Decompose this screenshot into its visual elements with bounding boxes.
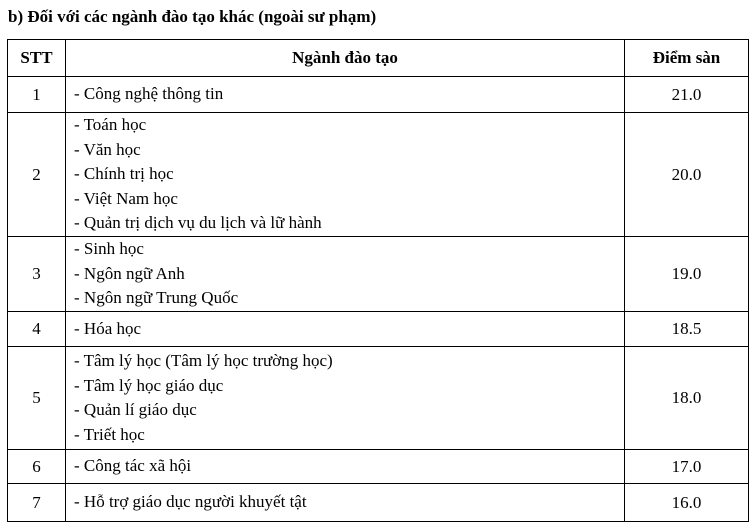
row-majors <box>66 77 625 113</box>
row-majors <box>66 237 625 312</box>
table-row <box>8 347 749 450</box>
row-majors <box>66 113 625 237</box>
major-item: - Quản trị dịch vụ du lịch và lữ hành <box>74 213 322 233</box>
major-item: - Hóa học <box>74 318 142 338</box>
row-stt: 2 <box>8 113 66 237</box>
row-score: 16.0 <box>625 484 749 522</box>
row-stt: 3 <box>8 237 66 312</box>
major-item: - Hỗ trợ giáo dục người khuyết tật <box>74 492 307 512</box>
table-row <box>8 450 749 484</box>
major-item: - Tâm lý học (Tâm lý học trường học) <box>74 351 333 370</box>
major-item: - Triết học <box>74 424 145 444</box>
major-item: - Quản lí giáo dục <box>74 400 197 419</box>
header-score: Điểm sàn <box>625 40 749 77</box>
row-score: 18.0 <box>625 347 749 450</box>
row-majors <box>66 347 625 450</box>
row-score: 18.5 <box>625 312 749 347</box>
table-row <box>8 113 749 237</box>
major-item: - Tâm lý học giáo dục <box>74 375 224 395</box>
major-item: - Văn học <box>74 139 141 159</box>
table-row <box>8 312 749 347</box>
row-stt: 4 <box>8 312 66 347</box>
table-row <box>8 77 749 113</box>
header-stt: STT <box>8 40 66 77</box>
table-row <box>8 237 749 312</box>
row-score: 19.0 <box>625 237 749 312</box>
major-item: - Việt Nam học <box>74 188 178 208</box>
major-item: - Công tác xã hội <box>74 456 192 476</box>
major-item: - Công nghệ thông tin <box>74 84 224 104</box>
header-major: Ngành đào tạo <box>66 40 625 77</box>
row-majors <box>66 450 625 484</box>
section-heading: b) Đối với các ngành đào tạo khác (ngoài sư phạm) <box>8 7 377 26</box>
row-stt: 6 <box>8 450 66 484</box>
row-majors <box>66 312 625 347</box>
table-row <box>8 484 749 522</box>
major-item: - Toán học <box>74 115 147 135</box>
major-item: - Chính trị học <box>74 164 174 184</box>
row-stt: 5 <box>8 347 66 450</box>
major-item: - Ngôn ngữ Anh <box>74 263 185 283</box>
row-majors <box>66 484 625 522</box>
row-stt: 1 <box>8 77 66 113</box>
row-score: 20.0 <box>625 113 749 237</box>
major-item: - Ngôn ngữ Trung Quốc <box>74 288 239 308</box>
row-score: 17.0 <box>625 450 749 484</box>
cutoff-score-table <box>7 39 749 522</box>
table-header-row <box>8 40 749 77</box>
major-item: - Sinh học <box>74 239 144 259</box>
row-stt: 7 <box>8 484 66 522</box>
row-score: 21.0 <box>625 77 749 113</box>
